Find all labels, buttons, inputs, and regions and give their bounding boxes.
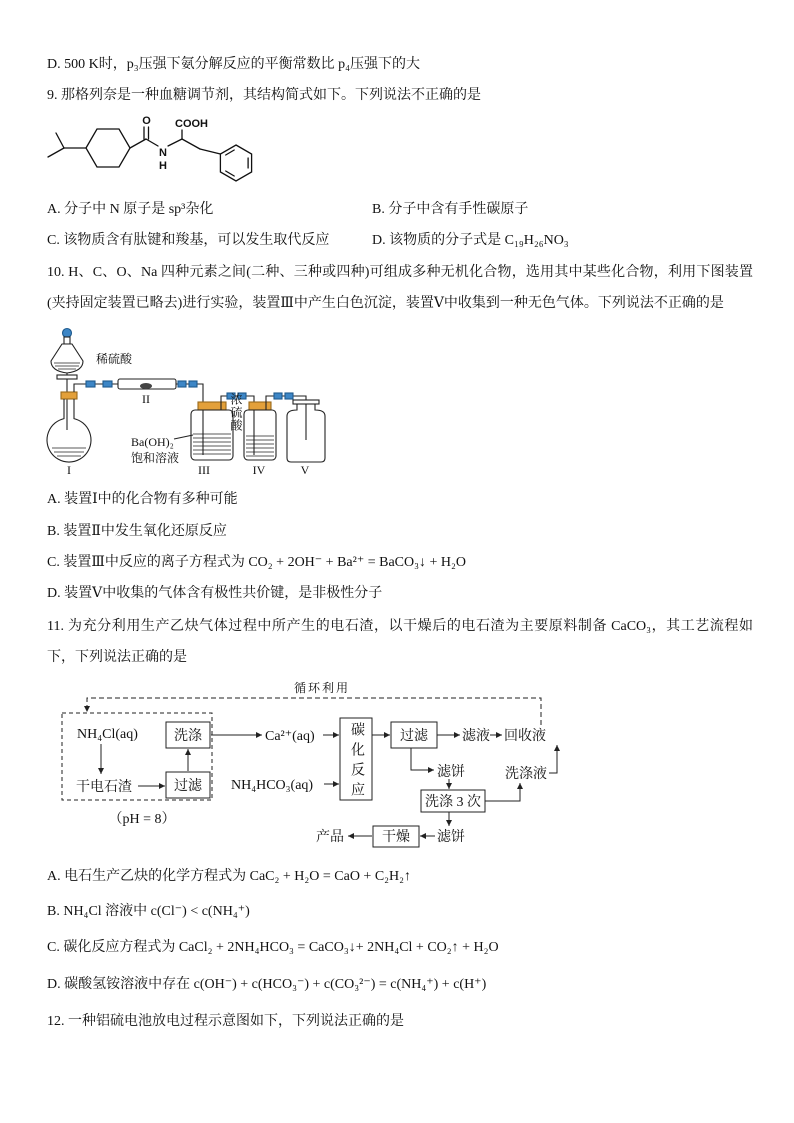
q11-option-d: D. 碳酸氢铵溶液中存在 c(OH⁻) + c(HCO₃⁻) + c(CO₃²⁻) = c(NH₄⁺) + c(H⁺) xyxy=(47,977,487,992)
q10-option-a: A. 装置Ⅰ中的化合物有多种可能 xyxy=(47,492,238,507)
q11-option-a: A. 电石生产乙炔的化学方程式为 CaC₂ + H₂O = CaO + C₂H₂↑ xyxy=(47,869,412,884)
wash-label: 洗涤 xyxy=(174,729,202,744)
carbonation-label: 碳化反应 xyxy=(349,722,364,802)
bond xyxy=(130,139,146,148)
device-5-label: V xyxy=(300,463,310,477)
gas-tube xyxy=(176,384,203,455)
calcium-ion-label: Ca²⁺(aq) xyxy=(265,729,315,744)
q10-stem: 10. H、C、O、Na 四种元素之间(二种、三种或四种)可组成多种无机化合物，选用其中某些化合物，利用下图装置(夹持固定装置已略去)进行实验，装置Ⅲ中产生白色沉淀，装置Ⅴ中收集到一种无色气体。下列说法不正确的是 xyxy=(47,265,753,311)
bottle-4 xyxy=(244,410,276,460)
device-2-label: II xyxy=(142,392,150,406)
q11-stem: 11. 为充分利用生产乙炔气体过程中所产生的电石渣，以干燥后的电石渣为主要原料制备 CaCO₃，其工艺流程如下，下列说法正确的是 xyxy=(47,619,753,665)
funnel-reagent-label: 稀硫酸 xyxy=(96,352,133,366)
bond xyxy=(56,133,64,148)
reagent-3-label: Ba(OH)₂ xyxy=(131,435,174,449)
filter-cake-1-label: 滤饼 xyxy=(437,765,465,780)
bottle-3-stopper xyxy=(198,402,226,410)
recycle-label: 循环利用 xyxy=(293,681,351,695)
q11-option-b: B. NH₄Cl 溶液中 c(Cl⁻) < c(NH₄⁺) xyxy=(47,904,250,919)
bond xyxy=(48,148,64,157)
nh4hco3-label: NH₄HCO₃(aq) xyxy=(231,778,314,793)
bottle-3-liquid xyxy=(193,434,231,454)
flask-contents xyxy=(52,448,86,456)
q9-option-d: D. 该物质的分子式是 C₁₉H₂₆NO₃ xyxy=(372,233,569,248)
tube-connector xyxy=(103,381,112,387)
q9-option-a: A. 分子中 N 原子是 sp³杂化 xyxy=(47,202,214,217)
funnel-stopcock xyxy=(57,375,77,379)
wash-liquid-label: 洗涤液 xyxy=(505,767,547,782)
bond xyxy=(182,139,200,149)
filter-cake-2-label: 滤饼 xyxy=(437,830,465,845)
wash-3-label: 洗涤 3 次 xyxy=(425,795,481,810)
q8-option-d: D. 500 K时，p₃压强下氨分解反应的平衡常数比 p₄压强下的大 xyxy=(47,57,420,72)
oxygen-label: O xyxy=(142,115,151,127)
leader-line xyxy=(174,435,193,439)
bottle-4-stopper xyxy=(249,402,271,410)
separatory-funnel xyxy=(51,344,83,373)
q9-stem: 9. 那格列奈是一种血糖调节剂，其结构简式如下。下列说法不正确的是 xyxy=(47,88,481,103)
filter-2-label: 过滤 xyxy=(400,729,428,744)
device-4-label: IV xyxy=(252,463,266,477)
q9-option-b: B. 分子中含有手性碳原子 xyxy=(372,202,529,217)
q9-option-c: C. 该物质含有肽键和羧基，可以发生取代反应 xyxy=(47,233,330,248)
q10-option-b: B. 装置Ⅱ中发生氧化还原反应 xyxy=(47,524,227,539)
cyclohexane-ring xyxy=(86,129,130,167)
recovered-liquid-label: 回收液 xyxy=(504,729,546,744)
tube-connector xyxy=(189,381,197,387)
bond xyxy=(146,139,158,146)
tube-solid xyxy=(140,383,152,389)
reagent-4-label: 浓硫酸 xyxy=(229,393,243,432)
process-flow-chart xyxy=(0,675,794,855)
funnel-neck xyxy=(64,337,70,344)
recycle-loop-arrow xyxy=(87,698,541,725)
product-label: 产品 xyxy=(316,830,344,845)
tube-connector xyxy=(285,393,293,399)
filter-1-label: 过滤 xyxy=(174,779,202,794)
bottle-3 xyxy=(191,410,233,460)
device-3-label: III xyxy=(198,463,210,477)
arrow xyxy=(411,748,434,770)
reagent-3-label-2: 饱和溶液 xyxy=(131,451,180,465)
gas-apparatus-diagram xyxy=(0,322,340,482)
ph-label: （pH = 8） xyxy=(108,812,176,827)
nh4cl-label: NH₄Cl(aq) xyxy=(77,727,138,742)
q10-option-d: D. 装置Ⅴ中收集的气体含有极性共价键，是非极性分子 xyxy=(47,586,383,601)
hydrogen-label: H xyxy=(159,160,167,172)
dry-label: 干燥 xyxy=(382,830,410,845)
benzene-ring xyxy=(220,145,251,181)
nitrogen-label: N xyxy=(159,147,167,159)
bond xyxy=(200,149,220,154)
q10-option-c: C. 装置Ⅲ中反应的离子方程式为 CO₂ + 2OH⁻ + Ba²⁺ = BaCO₃↓ + H₂O xyxy=(47,555,466,570)
tube-connector xyxy=(178,381,186,387)
arrow xyxy=(485,783,520,801)
round-bottom-flask xyxy=(47,399,91,462)
nateglinide-structure xyxy=(0,110,280,195)
filtrate-label: 滤液 xyxy=(462,729,490,744)
dry-slag-label: 干电石渣 xyxy=(76,780,132,795)
arrow xyxy=(549,745,557,773)
device-1-label: I xyxy=(67,463,71,477)
funnel-stopper xyxy=(63,329,72,338)
bond xyxy=(168,139,182,146)
carboxyl-label: COOH xyxy=(175,118,208,130)
flask-stopper xyxy=(61,392,77,399)
bottle-4-liquid xyxy=(246,436,274,456)
tube-connector xyxy=(274,393,282,399)
q12-stem: 12. 一种铝硫电池放电过程示意图如下，下列说法正确的是 xyxy=(47,1014,404,1029)
q11-option-c: C. 碳化反应方程式为 CaCl₂ + 2NH₄HCO₃ = CaCO₃↓+ 2NH₄Cl + CO₂↑ + H₂O xyxy=(47,940,499,955)
tube-connector xyxy=(86,381,95,387)
bottle-5-lip xyxy=(293,400,319,404)
